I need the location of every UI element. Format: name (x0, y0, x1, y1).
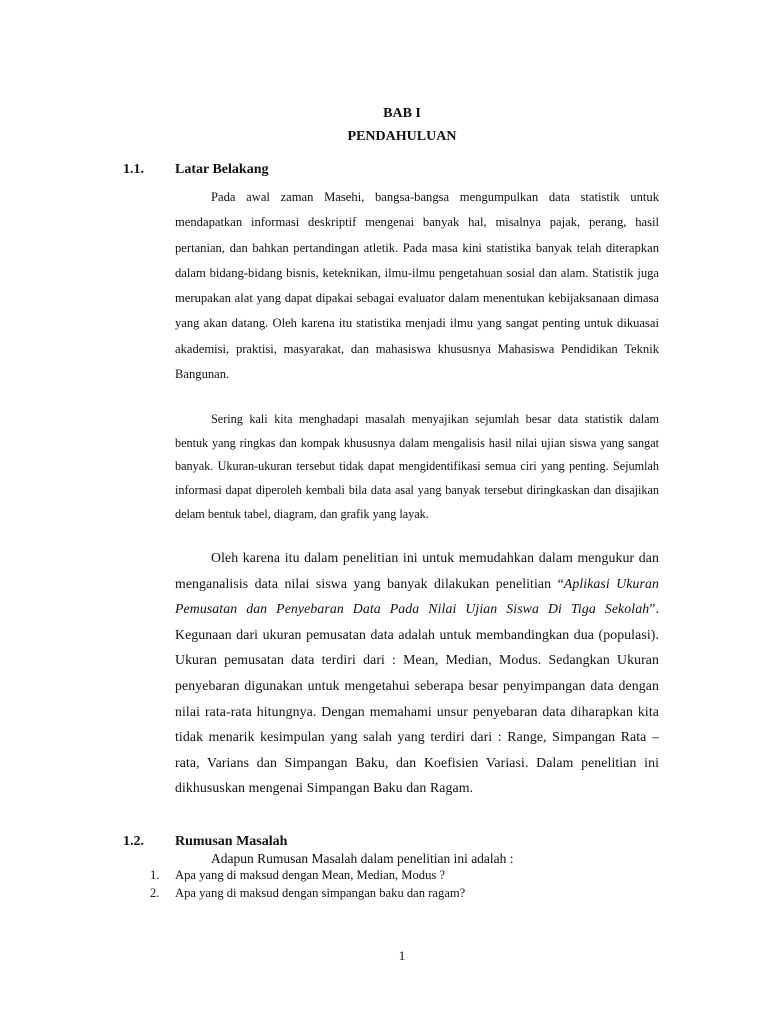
chapter-title: PENDAHULUAN (347, 129, 457, 144)
section-number: 1.1. (123, 162, 144, 177)
paragraph (175, 545, 659, 801)
list-item-number: 1. (150, 868, 160, 882)
research-title: Aplikasi Ukuran Pemusatan dan Penyebaran Data Pada Nilai Ujian Siswa Di Tiga Sekolah (175, 575, 659, 617)
section-number: 1.2. (123, 834, 144, 849)
paragraph-text: Oleh karena itu dalam penelitian ini untuk memudahkan dalam mengukur dan menganalisis data nilai siswa yang banyak dilakukan penelitian “ (175, 550, 659, 591)
list-item: Apa yang di maksud dengan Mean, Median, Modus ? (175, 868, 446, 882)
list-item-number: 2. (150, 886, 160, 900)
chapter-label: BAB I (383, 106, 421, 121)
section-intro: Adapun Rumusan Masalah dalam penelitian ini adalah : (211, 851, 514, 866)
paragraph-text: Sering kali kita menghadapi masalah menyajikan sejumlah besar data statistik dalam bentuk yang ringkas dan kompak khususnya dalam mengalisis hasil nilai ujian siswa yang sangat banyak. Ukuran-ukuran tersebut tidak dapat mengidentifikasi semua ciri yang penting. Sejumlah informasi dapat diperoleh kembali bila data asal yang banyak tersebut diringkaskan dan disajikan delam bentuk tabel, diagram, dan grafik yang layak. (175, 412, 659, 521)
paragraph (175, 408, 659, 527)
list-item: Apa yang di maksud dengan simpangan baku dan ragam? (175, 886, 466, 900)
paragraph (175, 185, 659, 387)
paragraph-text: Pada awal zaman Masehi, bangsa-bangsa mengumpulkan data statistik untuk mendapatkan informasi deskriptif mengenai banyak hal, misalnya pajak, perang, hasil pertanian, dan bahkan pertandingan atletik. Pada masa kini statistika banyak telah diterapkan dalam bidang-bidang bisnis, keteknikan, ilmu-ilmu pengetahuan sosial dan alam. Statistik juga merupakan alat yang dapat dipakai sebagai evaluator dalam menentukan kebijaksanaan dimasa yang akan datang. Oleh karena itu statistika menjadi ilmu yang sangat penting untuk dikuasai akademisi, praktisi, masyarakat, dan mahasiswa khususnya Mahasiswa Pendidikan Teknik Bangunan. (175, 190, 659, 382)
section-title: Rumusan Masalah (175, 834, 288, 849)
page-number: 1 (398, 948, 406, 963)
paragraph-text: ”. Kegunaan dari ukuran pemusatan data adalah untuk membandingkan dua (populasi). Ukuran pemusatan data terdiri dari : Mean, Median, Modus. Sedangkan Ukuran penyebaran digunakan untuk mengetahui seberapa besar penyimpangan data dengan nilai rata-rata hitungnya. Dengan memahami unsur penyebaran data diharapkan kita tidak menarik kesimpulan yang salah yang terdiri dari : Range, Simpangan Rata – rata, Varians dan Simpangan Baku, dan Koefisien Variasi. Dalam penelitian ini dikhususkan mengenai Simpangan Baku dan Ragam. (175, 601, 659, 796)
section-title: Latar Belakang (175, 162, 269, 177)
